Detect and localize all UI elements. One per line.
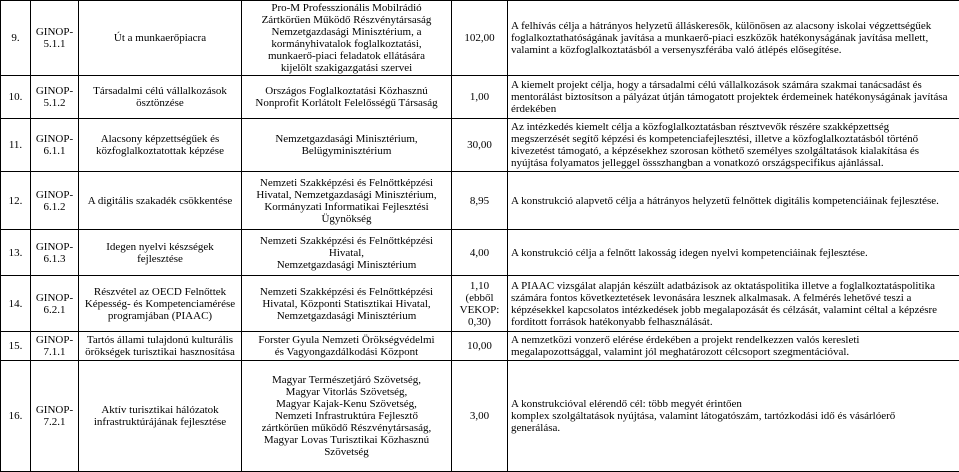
beneficiary-org xyxy=(242,361,452,472)
row-number: 9. xyxy=(1,1,31,76)
program-description-line: képzésekkel kapcsolatos intézkedések jobb megalapozását és célzását, valamint céltal a képzésre xyxy=(511,304,956,316)
budget-amount-line: VEKOP: xyxy=(455,304,504,316)
beneficiary-org-line: munkaerő-piaci feladatok ellátására xyxy=(245,50,448,62)
program-description-line: számára fontos következtetések levonására lesznek alkalmasak. A felmérés lehetővé teszi a xyxy=(511,292,956,304)
program-code-line: GINOP- xyxy=(34,26,75,38)
program-title xyxy=(79,119,242,172)
program-description-line: megalapozottsággal, valamint jól meghatározott célcsoport szegmentációval. xyxy=(511,346,956,358)
program-description xyxy=(508,361,959,472)
program-title-line: Idegen nyelvi készségek xyxy=(82,241,238,253)
program-code-line: 6.2.1 xyxy=(34,304,75,316)
program-code-line: GINOP- xyxy=(34,189,75,201)
budget-amount xyxy=(452,361,508,472)
budget-amount xyxy=(452,230,508,276)
program-title xyxy=(79,276,242,332)
row-number: 12. xyxy=(1,172,31,230)
program-code xyxy=(31,361,79,472)
beneficiary-org xyxy=(242,119,452,172)
beneficiary-org-line: Nemzeti Szakképzési és Felnőttképzési xyxy=(245,235,448,247)
program-description-line: A konstrukció célja a felnőtt lakosság idegen nyelvi kompetenciáinak fejlesztése. xyxy=(511,247,956,259)
program-code-line: 6.1.3 xyxy=(34,253,75,265)
program-code xyxy=(31,276,79,332)
program-code xyxy=(31,119,79,172)
program-code-line: GINOP- xyxy=(34,85,75,97)
budget-amount-line: 10,00 xyxy=(455,340,504,352)
beneficiary-org-line: Magyar Természetjáró Szövetség, xyxy=(245,374,448,386)
program-code-line: 5.1.1 xyxy=(34,38,75,50)
beneficiary-org-line: kijelölt szakigazgatási szervei xyxy=(245,62,448,74)
budget-amount xyxy=(452,76,508,119)
beneficiary-org xyxy=(242,76,452,119)
program-code-line: 7.2.1 xyxy=(34,416,75,428)
program-description-line: A PIAAC vizsgálat alapján készült adatbázisok az oktatáspolitika illetve a foglalkoztatáspolitika xyxy=(511,280,956,292)
budget-amount xyxy=(452,1,508,76)
program-title-line: közfoglalkoztatottak képzése xyxy=(82,145,238,157)
row-number: 15. xyxy=(1,332,31,361)
beneficiary-org-line: Magyar Vitorlás Szövetség, xyxy=(245,386,448,398)
program-title-line: ösztönzése xyxy=(82,97,238,109)
program-title xyxy=(79,332,242,361)
beneficiary-org-line: Magyar Lovas Turisztikai Közhasznú xyxy=(245,434,448,446)
program-description xyxy=(508,76,959,119)
table-row xyxy=(1,172,959,230)
program-description xyxy=(508,230,959,276)
program-description-line: komplex szolgáltatások nyújtása, valamint látogatószám, tartózkodási idő és vásárlóerő xyxy=(511,410,956,422)
program-code-line: GINOP- xyxy=(34,133,75,145)
beneficiary-org-line: Kormányzati Informatikai Fejlesztési xyxy=(245,201,448,213)
program-code xyxy=(31,230,79,276)
beneficiary-org-line: Belügyminisztérium xyxy=(245,145,448,157)
program-description xyxy=(508,172,959,230)
beneficiary-org-line: Szövetség xyxy=(245,446,448,458)
budget-amount-line: 1,10 xyxy=(455,280,504,292)
program-code-line: GINOP- xyxy=(34,292,75,304)
program-title-line: Képesség- és Kompetenciamérése xyxy=(82,298,238,310)
budget-amount-line: 0,30) xyxy=(455,316,504,328)
program-description-line: kivezetést támogató, a képzésekhez szorosan köthető személyes szolgáltatások kialakítása és xyxy=(511,145,956,157)
program-description-line: nyújtása folyamatos jelleggel össszhangban a vonatkozó országspecifikus ajánlással. xyxy=(511,157,956,169)
beneficiary-org-line: Ügynökség xyxy=(245,213,448,225)
program-title-line: programjában (PIAAC) xyxy=(82,310,238,322)
beneficiary-org xyxy=(242,276,452,332)
program-description-line: A konstrukcióval elérendő cél: több megyét érintően xyxy=(511,398,956,410)
table-row xyxy=(1,76,959,119)
program-title xyxy=(79,361,242,472)
program-description xyxy=(508,1,959,76)
budget-amount-line: 1,00 xyxy=(455,91,504,103)
program-code-line: GINOP- xyxy=(34,241,75,253)
beneficiary-org-line: Nemzetgazdasági Minisztérium xyxy=(245,259,448,271)
beneficiary-org xyxy=(242,332,452,361)
beneficiary-org xyxy=(242,230,452,276)
table-row xyxy=(1,276,959,332)
budget-amount-line: 102,00 xyxy=(455,32,504,44)
budget-amount-line: 30,00 xyxy=(455,139,504,151)
program-code xyxy=(31,76,79,119)
table-row xyxy=(1,230,959,276)
program-code xyxy=(31,172,79,230)
row-number: 16. xyxy=(1,361,31,472)
row-number: 13. xyxy=(1,230,31,276)
program-title-line: Részvétel az OECD Felnőttek xyxy=(82,286,238,298)
program-title-line: Alacsony képzettségűek és xyxy=(82,133,238,145)
beneficiary-org-line: Nemzeti Szakképzési és Felnőttképzési xyxy=(245,177,448,189)
beneficiary-org-line: Magyar Kajak-Kenu Szövetség, xyxy=(245,398,448,410)
beneficiary-org-line: Pro-M Professzionális Mobilrádió xyxy=(245,2,448,14)
program-title-line: örökségek turisztikai hasznosítása xyxy=(82,346,238,358)
program-title-line: Út a munkaerőpiacra xyxy=(82,32,238,44)
budget-amount xyxy=(452,276,508,332)
beneficiary-org-line: Zártkörűen Működő Részvénytársaság xyxy=(245,14,448,26)
beneficiary-org-line: kormányhivatalok foglalkoztatási, xyxy=(245,38,448,50)
budget-amount xyxy=(452,172,508,230)
program-description-line: A felhívás célja a hátrányos helyzetű álláskeresők, különösen az alacsony iskolai végzettségűek xyxy=(511,20,956,32)
beneficiary-org-line: Nonprofit Korlátolt Felelősségű Társaság xyxy=(245,97,448,109)
program-title-line: infrastruktúrájának fejlesztése xyxy=(82,416,238,428)
budget-amount-line: 4,00 xyxy=(455,247,504,259)
program-description-line: foglalkoztathatóságának javítása a munkaerő-piaci eszközök hatékonyságának javítása mellett, xyxy=(511,32,956,44)
program-description-line: A kiemelt projekt célja, hogy a társadalmi célú vállalkozások számára szakmai tanácsadást és xyxy=(511,79,956,91)
beneficiary-org-line: és Vagyongazdálkodási Központ xyxy=(245,346,448,358)
budget-amount xyxy=(452,332,508,361)
beneficiary-org-line: Országos Foglalkoztatási Közhasznú xyxy=(245,85,448,97)
program-code-line: 7.1.1 xyxy=(34,346,75,358)
program-title-line: A digitális szakadék csökkentése xyxy=(82,195,238,207)
program-description-line: valamint a közfoglalkoztatásból a versenyszférába való átlépés elősegítése. xyxy=(511,44,956,56)
beneficiary-org-line: Nemzetgazdasági Minisztérium xyxy=(245,310,448,322)
program-title xyxy=(79,230,242,276)
program-code xyxy=(31,1,79,76)
beneficiary-org xyxy=(242,1,452,76)
beneficiary-org-line: Hivatal, Központi Statisztikai Hivatal, xyxy=(245,298,448,310)
beneficiary-org-line: Nemzeti Infrastruktúra Fejlesztő xyxy=(245,410,448,422)
program-description-line: Az intézkedés kiemelt célja a közfoglalkoztatásban résztvevők részére szakképzettség xyxy=(511,121,956,133)
program-title xyxy=(79,172,242,230)
table-row xyxy=(1,119,959,172)
beneficiary-org-line: Nemzetgazdasági Minisztérium, xyxy=(245,133,448,145)
program-description xyxy=(508,276,959,332)
program-title-line: Társadalmi célú vállalkozások xyxy=(82,85,238,97)
program-title-line: Aktív turisztikai hálózatok xyxy=(82,404,238,416)
table-row xyxy=(1,332,959,361)
beneficiary-org xyxy=(242,172,452,230)
beneficiary-org-line: Nemzetgazdasági Minisztérium, a xyxy=(245,26,448,38)
table-row xyxy=(1,1,959,76)
beneficiary-org-line: zártkörűen működő Részvénytársaság, xyxy=(245,422,448,434)
program-code-line: 5.1.2 xyxy=(34,97,75,109)
row-number: 14. xyxy=(1,276,31,332)
program-code-line: GINOP- xyxy=(34,334,75,346)
budget-amount-line: (ebből xyxy=(455,292,504,304)
program-description xyxy=(508,119,959,172)
beneficiary-org-line: Hivatal, xyxy=(245,247,448,259)
beneficiary-org-line: Nemzeti Szakképzési és Felnőttképzési xyxy=(245,286,448,298)
program-title xyxy=(79,76,242,119)
program-title-line: Tartós állami tulajdonú kulturális xyxy=(82,334,238,346)
program-title xyxy=(79,1,242,76)
program-description-line: generálása. xyxy=(511,422,956,434)
row-number: 10. xyxy=(1,76,31,119)
program-description-line: megszerzését segítő képzési és kompetenciafejlesztési, illetve a közfoglalkoztatásból történő xyxy=(511,133,956,145)
program-description-line: A nemzetközi vonzerő elérése érdekében a projekt rendelkezzen valós keresleti xyxy=(511,334,956,346)
program-description-line: A konstrukció alapvető célja a hátrányos helyzetű felnőttek digitális kompetenciáinak fejlesztése. xyxy=(511,195,956,207)
program-code-line: GINOP- xyxy=(34,404,75,416)
beneficiary-org-line: Hivatal, Nemzetgazdasági Minisztérium, xyxy=(245,189,448,201)
beneficiary-org-line: Forster Gyula Nemzeti Örökségvédelmi xyxy=(245,334,448,346)
program-description-line: mentorálást biztosítson a pályázat útján támogatott projektek érdemeinek hatékonyságának javítása érdekében xyxy=(511,91,956,115)
program-code xyxy=(31,332,79,361)
program-code-line: 6.1.1 xyxy=(34,145,75,157)
budget-amount-line: 3,00 xyxy=(455,410,504,422)
program-title-line: fejlesztése xyxy=(82,253,238,265)
program-code-line: 6.1.2 xyxy=(34,201,75,213)
budget-amount-line: 8,95 xyxy=(455,195,504,207)
budget-amount xyxy=(452,119,508,172)
table-row xyxy=(1,361,959,472)
row-number: 11. xyxy=(1,119,31,172)
table-body xyxy=(1,1,959,472)
program-description xyxy=(508,332,959,361)
program-description-line: forditott források hatékonyabb felhasználását. xyxy=(511,316,956,328)
